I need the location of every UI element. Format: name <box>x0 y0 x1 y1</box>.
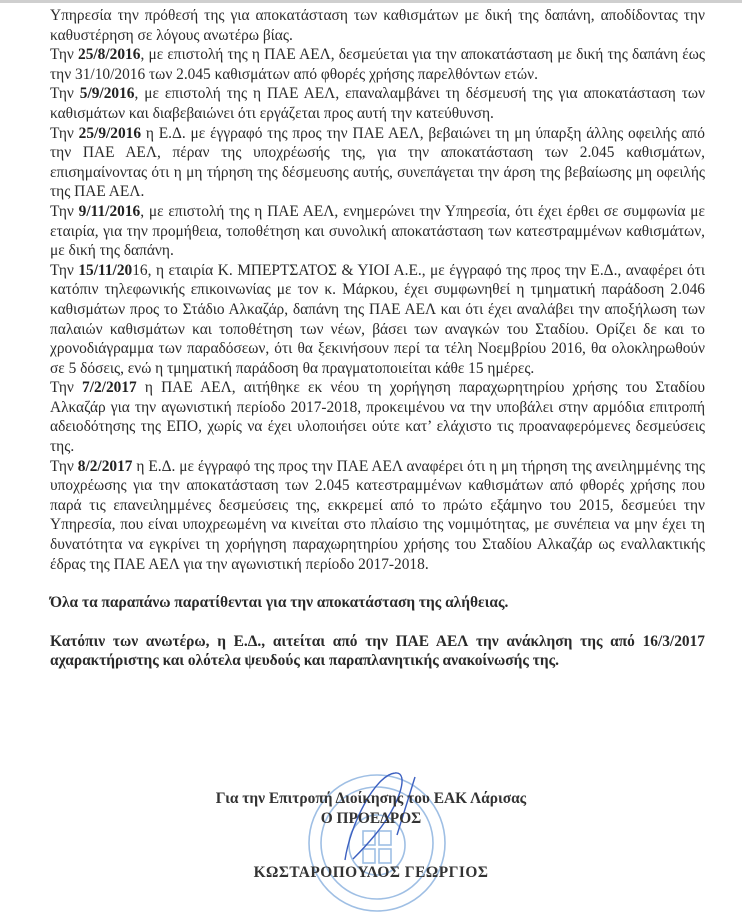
paragraph-text: Την <box>50 261 79 279</box>
date-highlight: 25/9/2016 <box>78 124 142 142</box>
document-paragraph <box>50 6 705 45</box>
paragraph-list <box>50 6 705 574</box>
paragraph-text: Την <box>50 85 80 103</box>
top-border <box>0 0 742 3</box>
paragraph-text: Την <box>50 46 79 64</box>
retraction-request: Κατόπιν των ανωτέρω, η Ε.Δ., αιτείται από την ΠΑΕ ΑΕΛ την ανάκληση της από 16/3/2017 αχαρακτήριστης και ολότελα ψευδούς και παραπλανητικής ανακοίνωσής της. <box>50 632 705 670</box>
date-highlight: 25/8/2016 <box>78 46 141 64</box>
document-paragraph <box>50 378 705 456</box>
document-paragraph <box>50 124 705 202</box>
paragraph-text: , με επιστολή της η ΠΑΕ ΑΕΛ, δεσμεύεται για την αποκατάσταση με δική της δαπάνη έως την 31/10/2016 των 2.045 καθισμάτων από φθορές χρήσης παρελθόντων ετών. <box>50 46 705 83</box>
paragraph-text: Την <box>50 124 79 142</box>
date-highlight: 15/11/20 <box>78 261 133 279</box>
official-seal-icon <box>305 765 455 915</box>
paragraph-text: η Ε.Δ. με έγγραφό της προς την ΠΑΕ ΑΕΛ, βεβαιώνει τη μη ύπαρξη άλλης οφειλής από την ΠΑΕ ΑΕΛ, πέραν της υποχρέωσής της, για την αποκατάσταση των 2.045 καθισμάτων, επισημαίνοντας ότι η μη τήρηση της δέσμευσης αυτής, συνεπάγεται την άρση της βεβαίωσης μη οφειλής της ΠΑΕ ΑΕΛ. <box>50 124 706 201</box>
paragraph-text: Υπηρεσία την πρόθεσή της για αποκατάσταση των καθισμάτων με δική της δαπάνη, αποδίδοντας την καθυστέρηση σε λόγους ανωτέρω βίας. <box>50 7 705 44</box>
paragraph-text: Την <box>50 379 83 397</box>
date-highlight: 5/9/2016 <box>79 85 135 103</box>
paragraph-text: , με επιστολή της η ΠΑΕ ΑΕΛ, επαναλαμβάνει τη δέσμευσή της για αποκατάσταση των καθισμάτων και διαβεβαιώνει ότι εργάζεται προς αυτή την κατεύθυνση. <box>50 85 706 122</box>
paragraph-text: η ΠΑΕ ΑΕΛ, αιτήθηκε εκ νέου τη χορήγηση παραχωρητηρίου χρήσης του Σταδίου Αλκαζάρ για την αγωνιστική περίοδο 2017-2018, προκειμένου να την υποβάλει στην αρμόδια επιτροπή αδειοδότησης της ΕΠΟ, χωρίς να έχει υλοποιήσει ούτε κατ’ ελάχιστο τις προαναφερόμενες δεσμεύσεις της. <box>50 379 705 456</box>
document-paragraph <box>50 84 705 123</box>
paragraph-text: Την <box>50 202 79 220</box>
document-paragraph <box>50 202 705 261</box>
signature-title: Ο ΠΡΟΕΔΡΟΣ <box>320 810 422 827</box>
signature-on-behalf: Για την Επιτροπή Διοίκησης του ΕΑΚ Λάρισας <box>215 790 527 807</box>
date-highlight: 8/2/2017 <box>77 457 133 475</box>
paragraph-text: 16, η εταιρία Κ. ΜΠΕΡΤΣΑΤΟΣ & ΥΙΟΙ Α.Ε., με έγγραφό της προς την Ε.Δ., αναφέρει ότι κατόπιν τηλεφωνικής επικοινωνίας με τον κ. Μάρκου, έχει συμφωνηθεί η τμηματική παράδοση 2.046 καθισμάτων προς το Στάδιο Αλκαζάρ, δαπάνη της ΠΑΕ ΑΕΛ και ότι έχει αναλάβει την αποξήλωση των παλαιών καθισμάτων και τοποθέτηση των νέων, βάσει των αναγκών του Σταδίου. Ορίζει δε και το χρονοδιάγραμμα των παραδόσεων, ότι θα ξεκινήσουν περί τα τέλη Νοεμβρίου 2016, θα ολοκληρωθούν σε 5 δόσεις, ενώ η τμηματική παράδοση θα πραγματοποιείται κάθε 15 ημέρες. <box>50 261 705 377</box>
spacer <box>50 613 705 632</box>
date-highlight: 7/2/2017 <box>82 379 137 397</box>
paragraph-text: Την <box>50 457 78 475</box>
date-highlight: 9/11/2016 <box>78 202 141 220</box>
document-paragraph <box>50 457 705 575</box>
document-body <box>50 6 705 671</box>
paragraph-text: , με επιστολή της η ΠΑΕ ΑΕΛ, ενημερώνει την Υπηρεσία, ότι έχει έρθει σε συμφωνία με εταιρία, για την προμήθεια, τοποθέτηση και συνολική αποκατάσταση των κατεστραμμένων καθισμάτων, με δική της δαπάνη. <box>50 202 706 260</box>
spacer <box>50 574 705 593</box>
signatory-name: ΚΩΣΤΑΡΟΠΟΥΛΟΣ ΓΕΩΡΓΙΟΣ <box>253 864 489 881</box>
paragraph-text: η Ε.Δ. με έγγραφό της προς την ΠΑΕ ΑΕΛ αναφέρει ότι η μη τήρηση της ανειλημμένης της υποχρέωσης για την αποκατάσταση των 2.045 κατεστραμμένων καθισμάτων από φθορές χρήσης που παρά τις επανειλημμένες δεσμεύσεις της, εκκρεμεί από το πρώτο εξάμηνο του 2015, δεσμεύει την Υπηρεσία, που είναι υποχρεωμένη να κινείται στο πλαίσιο της νομιμότητας, με συνέπεια να μην έχει τη δυνατότητα να εγκρίνει τη χορήγηση παραχωρητηρίου χρήσης του Σταδίου Αλκαζάρ ως εναλλακτικής έδρας της ΠΑΕ ΑΕΛ για την αγωνιστική περίοδο 2017-2018. <box>50 457 705 573</box>
document-paragraph <box>50 45 705 84</box>
truth-statement: Όλα τα παραπάνω παρατίθενται για την αποκατάσταση της αλήθειας. <box>50 594 509 612</box>
document-paragraph <box>50 261 705 379</box>
